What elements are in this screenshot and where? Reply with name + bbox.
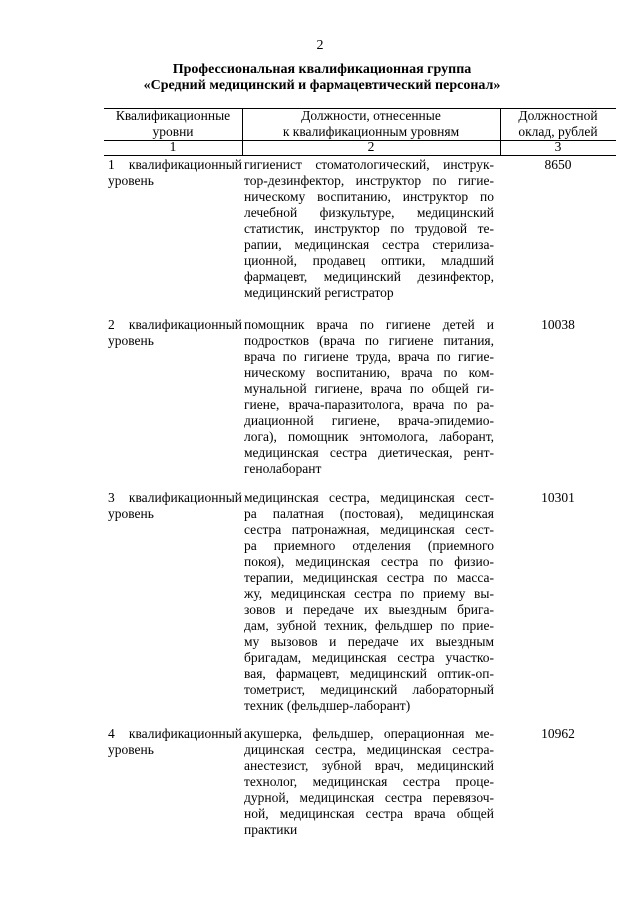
header-col2-line1: Должности, отнесенные <box>301 108 441 123</box>
positions-line: му вызовов и передаче их выездным <box>244 634 494 649</box>
positions-line: фармацевт, медицинский дезинфектор, <box>244 269 494 284</box>
positions-line: статистик, инструктор по трудовой те- <box>244 221 494 236</box>
salary-value: 10962 <box>541 726 575 741</box>
page-number: 2 <box>316 38 324 53</box>
header-col1-line2: уровни <box>152 124 194 139</box>
positions-line: ра приемного отделения (приемного <box>244 538 494 553</box>
qualification-level <box>108 317 242 349</box>
positions-line: ническому воспитанию, врача по ком- <box>244 365 494 380</box>
positions-list <box>244 317 494 477</box>
level-word: квалификационный <box>128 490 242 505</box>
positions-line: дурной, медицинская сестра перевязоч- <box>244 790 494 805</box>
column-number-2: 2 <box>367 139 375 154</box>
table-number-row-divider <box>104 155 616 156</box>
document-title <box>0 62 640 94</box>
qualification-level <box>108 726 242 758</box>
positions-line: дам, зубной техник, фельдшер по прие- <box>244 618 494 633</box>
positions-line: зовов и передаче их выездным брига- <box>244 602 494 617</box>
positions-line: ционной, продавец оптики, младший <box>244 253 494 268</box>
positions-line: медицинская сестра, медицинская сест- <box>244 490 494 505</box>
salary-value: 10301 <box>541 490 575 505</box>
positions-line: врача по гигиене труда, врача по гигие- <box>244 349 494 364</box>
positions-line: жу, медицинская сестра по приему вы- <box>244 586 494 601</box>
positions-line: гигиенист стоматологический, инструк- <box>244 157 494 172</box>
level-word: квалификационный <box>128 157 242 172</box>
qualification-level <box>108 490 242 522</box>
positions-line: тометрист, медицинский лабораторный <box>244 682 494 697</box>
positions-line: медицинская сестра диетическая, рент- <box>244 445 494 460</box>
level-word: квалификационный <box>128 317 242 332</box>
column-number-3: 3 <box>554 139 562 154</box>
positions-line: дицинская сестра, медицинская сестра- <box>244 742 494 757</box>
level-unit: уровень <box>108 333 154 348</box>
positions-line: техник (фельдшер-лаборант) <box>244 698 411 713</box>
header-col2-line2: к квалификационным уровням <box>282 124 460 139</box>
positions-line: диационной гигиене, врача-эпидемио- <box>244 413 494 428</box>
positions-list <box>244 157 494 301</box>
positions-line: генолаборант <box>244 461 322 476</box>
qualification-level <box>108 157 242 189</box>
positions-line: сестра патронажная, медицинская сест- <box>244 522 494 537</box>
positions-line: подростков (врача по гигиене питания, <box>244 333 494 348</box>
positions-line: технолог, медицинская сестра проце- <box>244 774 494 789</box>
level-unit: уровень <box>108 742 154 757</box>
title-line-1: Профессиональная квалификационная группа <box>172 62 472 77</box>
column-number-1: 1 <box>169 139 177 154</box>
positions-line: практики <box>244 822 298 837</box>
level-number: 3 <box>108 490 115 505</box>
positions-line: ра палатная (постовая), медицинская <box>244 506 494 521</box>
level-number: 4 <box>108 726 115 741</box>
title-line-2: «Средний медицинский и фармацевтический персонал» <box>143 78 501 93</box>
header-col3-line1: Должностной <box>518 108 598 123</box>
positions-line: покоя), медицинская сестра по физио- <box>244 554 494 569</box>
positions-line: бригадам, медицинская сестра участко- <box>244 650 494 665</box>
level-number: 2 <box>108 317 115 332</box>
header-qualification-levels <box>104 108 242 154</box>
header-salary <box>500 108 616 154</box>
salary-value: 10038 <box>541 317 575 332</box>
level-number: 1 <box>108 157 115 172</box>
positions-line: акушерка, фельдшер, операционная ме- <box>244 726 494 741</box>
positions-line: ническому воспитанию, инструктор по <box>244 189 494 204</box>
positions-line: вая, фармацевт, медицинский оптик-оп- <box>244 666 494 681</box>
salary-value: 8650 <box>544 157 572 172</box>
header-col1-line1: Квалификационные <box>115 108 231 123</box>
positions-line: мунальной гигиене, врача по общей ги- <box>244 381 494 396</box>
positions-line: терапии, медицинская сестра по масса- <box>244 570 494 585</box>
level-unit: уровень <box>108 506 154 521</box>
header-positions <box>242 108 500 154</box>
positions-list <box>244 726 494 838</box>
level-word: квалификационный <box>128 726 242 741</box>
positions-line: медицинский регистратор <box>244 285 394 300</box>
level-unit: уровень <box>108 173 154 188</box>
table-header <box>104 108 616 154</box>
positions-line: тор-дезинфектор, инструктор по гигие- <box>244 173 494 188</box>
positions-line: помощник врача по гигиене детей и <box>244 317 494 332</box>
positions-line: лога), помощник энтомолога, лаборант, <box>244 429 494 444</box>
positions-list <box>244 490 494 714</box>
positions-line: лечебной физкультуре, медицинский <box>244 205 494 220</box>
positions-line: гиене, врача-паразитолога, врача по ра- <box>244 397 494 412</box>
positions-line: анестезист, зубной врач, медицинский <box>244 758 494 773</box>
header-col3-line2: оклад, рублей <box>518 124 598 139</box>
positions-line: рапии, медицинская сестра стерилиза- <box>244 237 494 252</box>
positions-line: ной, медицинская сестра врача общей <box>244 806 494 821</box>
